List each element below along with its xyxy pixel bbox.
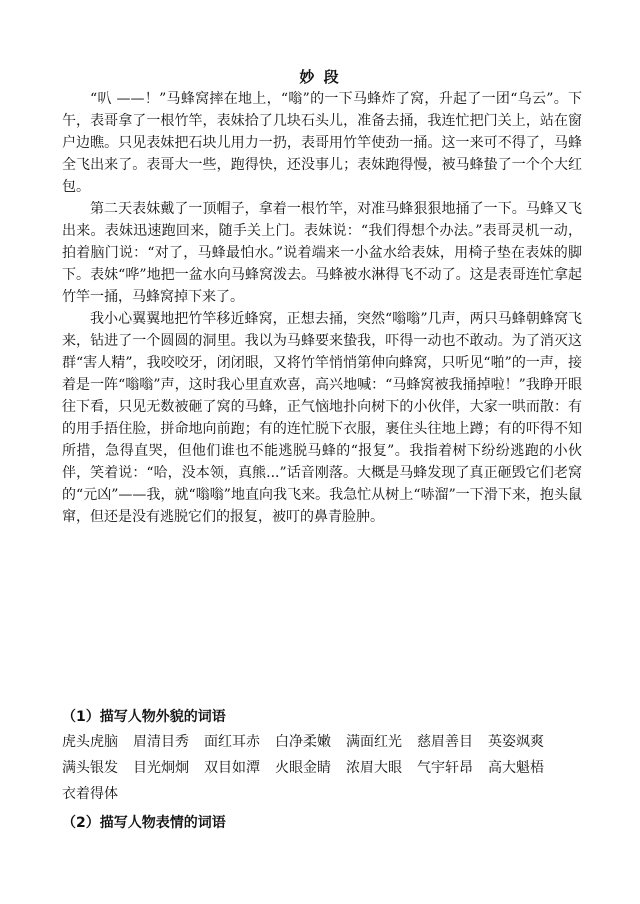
word-item: 眉清目秀 <box>133 734 189 750</box>
word-item: 满头银发 <box>62 760 118 776</box>
word-item: 浓眉大眼 <box>346 760 402 776</box>
word-item: 虎头虎脑 <box>62 734 118 750</box>
word-item: 满面红光 <box>346 734 402 750</box>
word-item: 慈眉善目 <box>417 734 473 750</box>
page-title: 妙 段 <box>299 68 341 86</box>
word-item: 面红耳赤 <box>204 734 260 750</box>
word-list <box>62 732 592 804</box>
expression-words-section <box>62 812 592 838</box>
section-title: （2）描写人物表情的词语 <box>62 815 226 831</box>
section-title: （1）描写人物外貌的词语 <box>62 709 226 725</box>
paragraph: “叭 ——！”马蜂窝摔在地上，“嗡”的一下马蜂炸了窝，升起了一团“乌云”。下午，表哥拿了一根竹竿，表妹拾了几块石头儿，准备去捅，我连忙把门关上，站在窗户边瞧。只见表妹把石块儿用力一扔，表哥用竹竿使劲一捅。这一来可不得了，马蜂全飞出来了。表哥大一些，跑得快，还没事儿；表妹跑得慢，被马蜂蛰了一个个大红包。 <box>62 91 582 195</box>
word-item: 目光炯炯 <box>133 760 189 776</box>
paragraph: 我小心翼翼地把竹竿移近蜂窝，正想去捅，突然“嗡嗡”几声，两只马蜂朝蜂窝飞来，钻进了一个圆圆的洞里。我以为马蜂要来蛰我，吓得一动也不敢动。为了消灭这群“害人精”，我咬咬牙，闭闭眼，又将竹竿悄悄第伸向蜂窝，只听见“啪”的一声，接着是一阵“嗡嗡”声，这时我心里直欢喜，高兴地喊：“马蜂窝被我捅掉啦！”我睁开眼往下看，只见无数被砸了窝的马蜂，正气恼地扑向树下的小伙伴，大家一哄而散：有的用手捂住脸，拼命地向前跑；有的连忙脱下衣服，裹住头往地上蹲；有的吓得不知所措，急得直哭，但他们谁也不能逃脱马蜂的“报复”。我指着树下纷纷逃跑的小伙伴，笑着说：“哈，没本领，真熊...”话音刚落。大概是马蜂发现了真正砸毁它们老窝的“元凶”——我，就“嗡嗡”地直向我飞来。我急忙从树上“哧溜”一下滑下来，抱头鼠窜，但还是没有逃脱它们的报复，被叮的鼻青脸肿。 <box>62 311 582 525</box>
paragraph: 第二天表妹戴了一顶帽子，拿着一根竹竿，对准马蜂狠狠地捅了一下。马蜂又飞出来。表妹迅速跑回来，随手关上门。表妹说：“我们得想个办法。”表哥灵机一动，拍着脑门说：“对了，马蜂最怕水。”说着端来一小盆水给表妹，用椅子垫在表妹的脚下。表妹“哗”地把一盆水向马蜂窝泼去。马蜂被水淋得飞不动了。这是表哥连忙拿起竹竿一捅，马蜂窝掉下来了。 <box>62 201 582 305</box>
word-item: 双目如潭 <box>204 760 260 776</box>
word-item: 高大魁梧 <box>488 760 544 776</box>
word-item: 白净柔嫩 <box>275 734 331 750</box>
appearance-words-section <box>62 706 592 804</box>
word-item: 衣着得体 <box>62 786 118 802</box>
word-item: 火眼金睛 <box>275 760 331 776</box>
passage <box>62 88 582 528</box>
word-item: 气宇轩昂 <box>417 760 473 776</box>
word-item: 英姿飒爽 <box>488 734 544 750</box>
